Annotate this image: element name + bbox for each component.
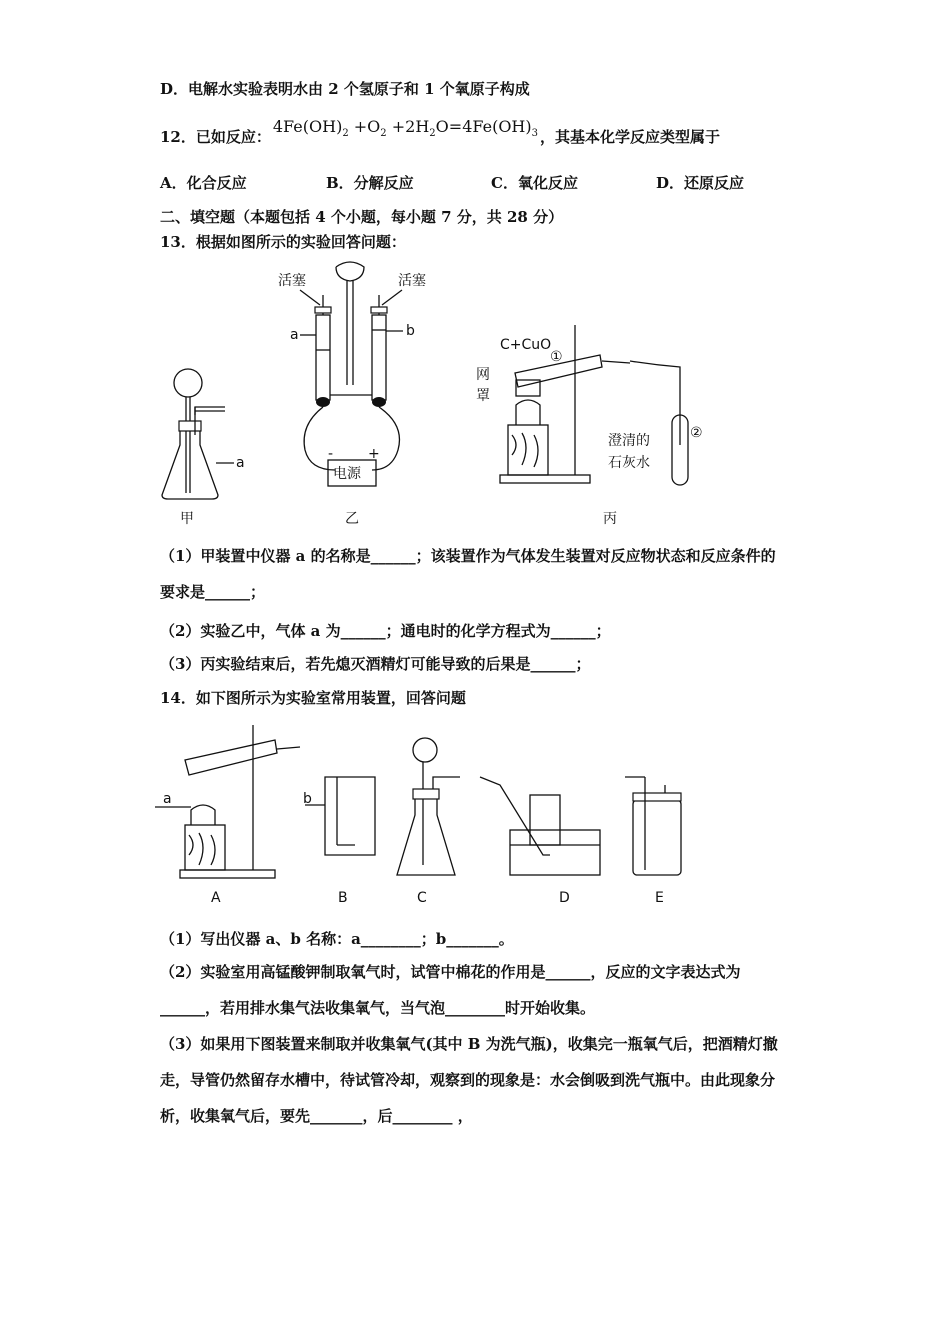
apparatus-b: [303, 777, 375, 906]
caption-c: C: [417, 890, 427, 906]
svg-text:石灰水: 石灰水: [608, 455, 650, 471]
q13-sub2: （2）实验乙中，气体 a 为______；通电时的化学方程式为______；: [160, 622, 611, 640]
reagent-label: C+CuO: [500, 337, 552, 353]
q13-sub3: （3）丙实验结束后，若先熄灭酒精灯可能导致的后果是______；: [160, 655, 591, 673]
q11-option-d: D．电解水实验表明水由 2 个氢原子和 1 个氧原子构成: [160, 80, 530, 98]
electrolysis-apparatus-yi: [278, 262, 426, 527]
svg-text:b: b: [303, 791, 312, 807]
q13-figure: [150, 255, 730, 530]
caption-a: A: [211, 890, 221, 906]
svg-text:②: ②: [690, 425, 703, 441]
carbon-reduction-apparatus-bing: [476, 325, 703, 527]
q14-sub2: （2）实验室用高锰酸钾制取氧气时，试管中棉花的作用是______，反应的文字表达式为______，若用排水集气法收集氧气，当气泡________时开始收集。: [160, 963, 741, 1017]
q14-sub3: （3）如果用下图装置来制取并收集氧气(其中 B 为洗气瓶)，收集完一瓶氧气后，把酒精灯撤走，导管仍然留存水槽中，待试管冷却，观察到的现象是：水会倒吸到洗气瓶中。由此现象分析，收集氧气后，要先_______，后________ ，: [160, 1035, 778, 1125]
power-supply-label: 电源: [333, 466, 361, 482]
apparatus-a: [155, 725, 300, 906]
q12-option-a: A．化合反应: [160, 174, 247, 192]
flask-apparatus-jia: [162, 369, 245, 527]
svg-text:+: +: [368, 446, 380, 462]
q14-sub1: （1）写出仪器 a、b 名称：a________；b_______。: [160, 930, 514, 948]
stopcock-left-label: 活塞: [278, 273, 306, 289]
svg-text:罩: 罩: [476, 388, 490, 404]
q13-sub1: （1）甲装置中仪器 a 的名称是______；该装置作为气体发生装置对反应物状态和反应条件的要求是______；: [160, 547, 776, 601]
label-a: a: [236, 455, 245, 471]
section-title: 二、填空题（本题包括 4 个小题，每小题 7 分，共 28 分）: [160, 208, 564, 226]
q13-stem: 13．根据如图所示的实验回答问题：: [160, 233, 406, 251]
q12-prefix: 12．已如反应：: [160, 128, 271, 146]
caption-bing: 丙: [603, 511, 617, 527]
svg-text:①: ①: [550, 349, 563, 365]
caption-d: D: [559, 890, 570, 906]
q12-stem: [160, 117, 721, 149]
svg-text:a: a: [290, 327, 299, 343]
apparatus-c: [397, 738, 460, 906]
q12-suffix: ，其基本化学反应类型属于: [540, 128, 721, 146]
q14-stem: 14．如下图所示为实验室常用装置，回答问题: [160, 689, 466, 707]
q12-option-c: C．氧化反应: [491, 174, 578, 192]
q14-figure: [155, 715, 700, 910]
apparatus-e: [625, 777, 681, 906]
caption-e: E: [655, 890, 664, 906]
q12-option-b: B．分解反应: [326, 174, 414, 192]
svg-text:a: a: [163, 791, 172, 807]
stopcock-right-label: 活塞: [398, 273, 426, 289]
svg-text:网: 网: [476, 367, 490, 383]
caption-b: B: [338, 890, 348, 906]
q12-equation: $4Fe(OH)_2 +O_2 +2H_2O=4Fe(OH)_3$: [272, 117, 538, 140]
apparatus-d: [480, 777, 600, 906]
svg-text:b: b: [406, 323, 415, 339]
q12-option-d: D．还原反应: [656, 174, 745, 192]
svg-text:-: -: [328, 446, 334, 462]
svg-text:澄清的: 澄清的: [608, 433, 650, 449]
caption-yi: 乙: [345, 511, 359, 527]
caption-jia: 甲: [180, 511, 194, 527]
